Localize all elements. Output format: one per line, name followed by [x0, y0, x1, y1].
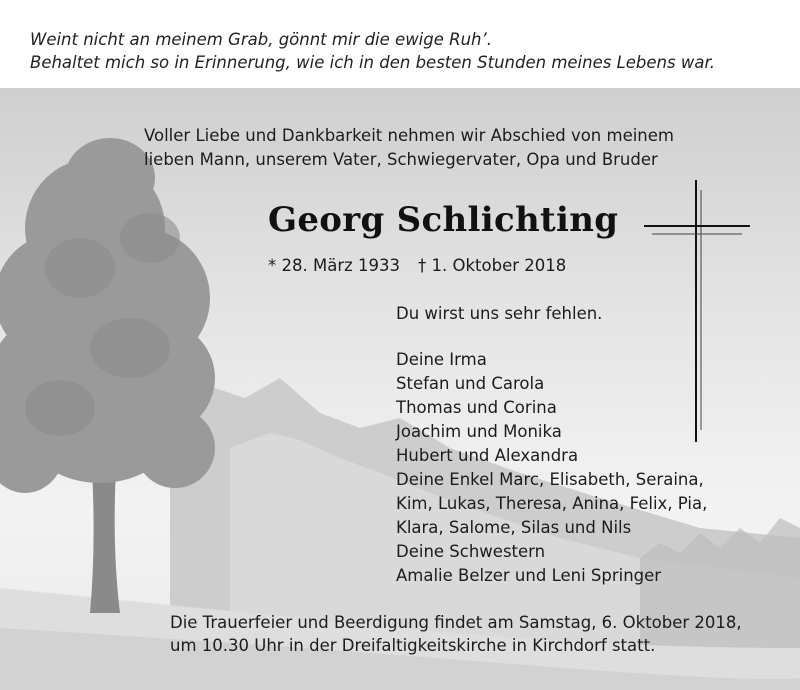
mourner-item: Stefan und Carola [396, 374, 545, 393]
motto-quote [30, 28, 715, 74]
birth-date: * 28. März 1933 [268, 256, 401, 275]
motto-line-2: Behaltet mich so in Erinnerung, wie ich in den besten Stunden meines Lebens war. [30, 53, 715, 72]
mourner-item: Deine Enkel Marc, Elisabeth, Seraina, [396, 470, 704, 489]
motto-line-1: Weint nicht an meinem Grab, gönnt mir die ewige Ruh’. [30, 30, 493, 49]
mourner-item: Deine Irma [396, 350, 487, 369]
farewell-line: Du wirst uns sehr fehlen. [396, 304, 603, 323]
mourner-item: Hubert und Alexandra [396, 446, 579, 465]
funeral-info [170, 611, 742, 657]
mourner-item: Kim, Lukas, Theresa, Anina, Felix, Pia, [396, 494, 708, 513]
funeral-line-1: Die Trauerfeier und Beerdigung findet am Samstag, 6. Oktober 2018, [170, 613, 742, 632]
cross-icon [644, 180, 750, 442]
death-date: † 1. Oktober 2018 [418, 256, 567, 275]
mourner-item: Amalie Belzer und Leni Springer [396, 566, 662, 585]
intro-text [144, 124, 674, 172]
mourner-item: Joachim und Monika [396, 422, 562, 441]
deceased-name: Georg Schlichting [268, 200, 619, 240]
mourner-item: Deine Schwestern [396, 542, 546, 561]
mourner-item: Thomas und Corina [396, 398, 557, 417]
funeral-line-2: um 10.30 Uhr in der Dreifaltigkeitskirche in Kirchdorf statt. [170, 636, 656, 655]
intro-line-2: lieben Mann, unserem Vater, Schwiegervater, Opa und Bruder [144, 150, 658, 169]
intro-line-1: Voller Liebe und Dankbarkeit nehmen wir Abschied von meinem [144, 126, 674, 145]
mourner-item: Klara, Salome, Silas und Nils [396, 518, 632, 537]
life-dates [268, 256, 584, 275]
